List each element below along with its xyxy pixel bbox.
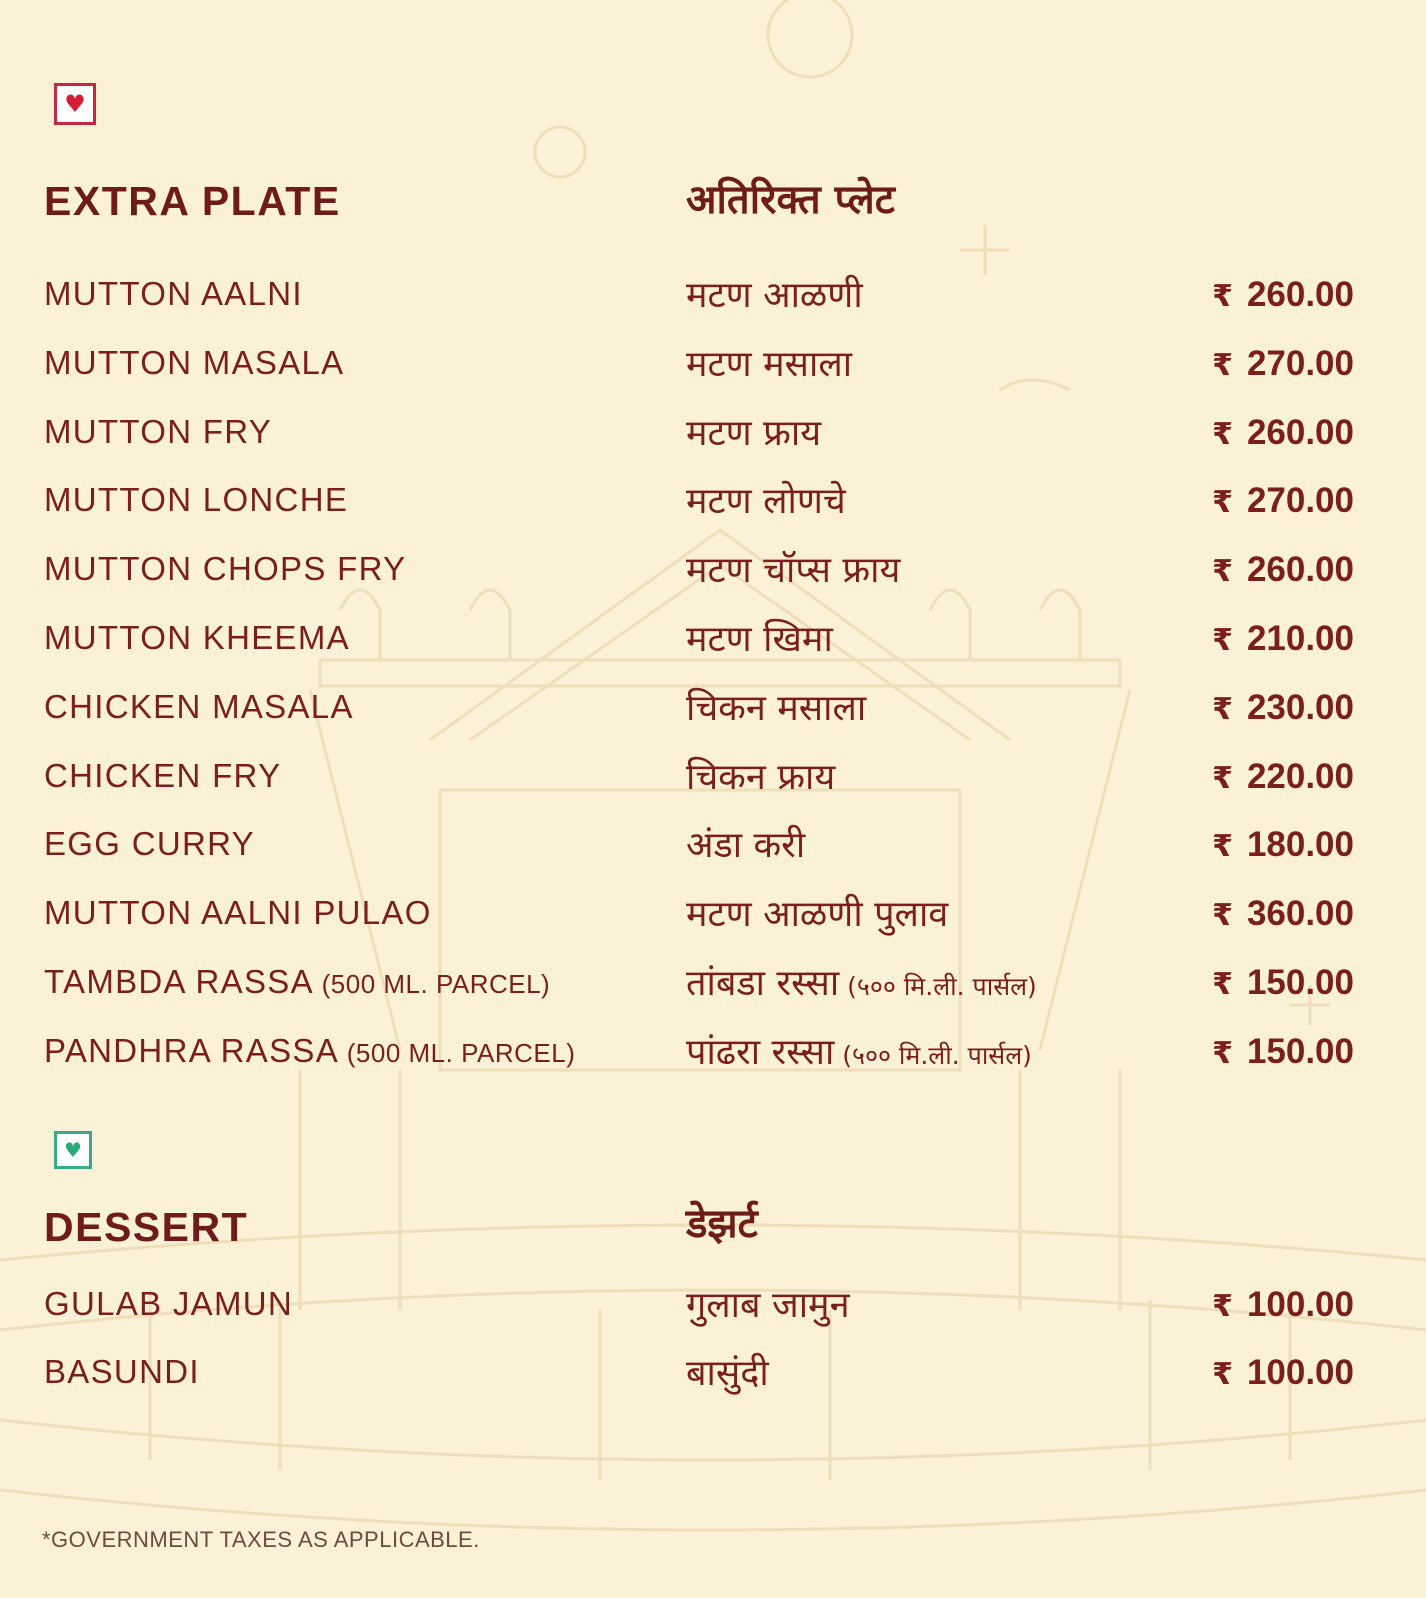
item-note-marathi: (५०० मि.ली. पार्सल) (839, 972, 1037, 1001)
item-price-value: 270.00 (1246, 481, 1354, 521)
item-name-english (44, 1285, 293, 1323)
item-price-value: 100.00 (1246, 1285, 1354, 1324)
item-name-english (44, 1032, 575, 1070)
item-note-marathi: (५०० मि.ली. पार्सल) (834, 1040, 1032, 1070)
menu-item-row (0, 275, 1426, 325)
item-name-english (44, 1353, 200, 1391)
item-name-english (44, 963, 550, 1001)
item-name-english (44, 894, 432, 932)
item-price-value: 360.00 (1246, 894, 1354, 934)
item-price-value: 230.00 (1246, 687, 1354, 727)
menu-item-row (0, 413, 1426, 463)
item-name-marathi (686, 957, 1037, 1006)
item-name-marathi (686, 613, 833, 662)
item-price (1212, 481, 1354, 521)
item-name-marathi (686, 269, 863, 318)
item-name-marathi-text: पांढरा रस्सा (686, 1031, 835, 1073)
item-price (1212, 550, 1354, 590)
item-price (1212, 963, 1354, 1003)
item-name-english-text: MUTTON KHEEMA (44, 619, 350, 656)
heart-icon: ♥ (64, 1138, 82, 1162)
rupee-icon: ₹ (1212, 1357, 1233, 1392)
rupee-icon: ₹ (1212, 623, 1233, 658)
menu-item-row (0, 1285, 1426, 1335)
item-price (1212, 1032, 1354, 1072)
item-name-marathi (686, 475, 846, 524)
item-name-english (44, 825, 255, 863)
item-price-value: 260.00 (1246, 412, 1354, 452)
menu-item-row (0, 757, 1426, 807)
item-name-english-text: EGG CURRY (44, 825, 255, 863)
item-name-english (44, 619, 350, 657)
item-name-english (44, 481, 348, 519)
item-name-marathi-text: चिकन मसाला (686, 687, 867, 729)
item-name-english-text: PANDHRA RASSA (44, 1031, 340, 1069)
item-price (1212, 344, 1354, 384)
item-price (1212, 894, 1354, 934)
item-price-value: 270.00 (1246, 343, 1354, 383)
menu-item-row (0, 688, 1426, 738)
item-name-marathi-text: चिकन फ्राय (686, 756, 836, 798)
item-price (1212, 1285, 1354, 1325)
item-price (1212, 619, 1354, 659)
item-name-english-text: BASUNDI (44, 1353, 200, 1390)
item-price (1212, 757, 1354, 797)
item-price-value: 220.00 (1246, 756, 1354, 796)
item-name-english-text: TAMBDA RASSA (44, 963, 314, 1000)
menu-item-row (0, 619, 1426, 669)
item-name-marathi-text: मटण मसाला (686, 343, 853, 385)
item-price (1212, 688, 1354, 728)
item-name-marathi-text: गुलाब जामुन (686, 1285, 850, 1326)
item-name-english-text: CHICKEN FRY (44, 756, 282, 794)
item-name-marathi (686, 888, 948, 937)
item-name-english-text: MUTTON AALNI (44, 275, 303, 312)
heart-icon: ♥ (64, 90, 86, 118)
menu-item-row (0, 1353, 1426, 1403)
item-name-marathi-text: तांबडा रस्सा (686, 963, 840, 1004)
item-name-english-text: GULAB JAMUN (44, 1285, 294, 1322)
rupee-icon: ₹ (1212, 485, 1233, 521)
menu-item-row (0, 825, 1426, 875)
rupee-icon: ₹ (1212, 898, 1233, 934)
item-price-value: 260.00 (1246, 275, 1354, 314)
rupee-icon: ₹ (1212, 554, 1233, 590)
rupee-icon: ₹ (1212, 1035, 1233, 1071)
item-name-english (44, 413, 272, 451)
item-name-marathi (686, 1026, 1032, 1075)
section-title-dessert: DESSERT (44, 1204, 249, 1250)
nonveg-mark-icon (54, 83, 96, 125)
rupee-icon: ₹ (1212, 347, 1233, 383)
item-price (1212, 1353, 1354, 1393)
item-price-value: 150.00 (1246, 963, 1354, 1002)
item-name-marathi (686, 682, 866, 731)
item-name-marathi-text: अंडा करी (686, 825, 806, 867)
item-price-value: 180.00 (1246, 825, 1354, 865)
rupee-icon: ₹ (1212, 279, 1233, 314)
item-price (1212, 825, 1354, 865)
item-name-marathi-text: मटण फ्राय (686, 412, 822, 454)
item-price (1212, 413, 1354, 453)
item-name-marathi (686, 1279, 850, 1328)
tax-footnote: *GOVERNMENT TAXES AS APPLICABLE. (42, 1527, 480, 1552)
item-name-marathi (686, 338, 852, 387)
item-name-english-text: MUTTON AALNI PULAO (44, 894, 432, 932)
item-name-marathi (686, 544, 900, 593)
item-price-value: 260.00 (1246, 550, 1354, 590)
item-price (1212, 275, 1354, 315)
rupee-icon: ₹ (1212, 829, 1233, 865)
item-name-english (44, 344, 345, 382)
item-name-english-text: CHICKEN MASALA (44, 687, 354, 725)
item-name-marathi-text: मटण लोणचे (686, 481, 846, 523)
section-title-extra-plate: EXTRA PLATE (44, 178, 341, 224)
menu-item-row (0, 1032, 1426, 1082)
item-name-english (44, 757, 281, 795)
item-name-marathi-text: बासुंदी (686, 1353, 769, 1394)
item-name-english-text: MUTTON CHOPS FRY (44, 550, 407, 588)
item-price-value: 150.00 (1246, 1031, 1354, 1071)
menu-item-row (0, 481, 1426, 531)
rupee-icon: ₹ (1212, 1289, 1233, 1324)
item-note-english: (500 ML. PARCEL) (313, 969, 551, 999)
menu-item-row (0, 894, 1426, 944)
item-name-marathi-text: मटण आळणी (686, 275, 863, 316)
item-note-english: (500 ML. PARCEL) (339, 1037, 576, 1068)
item-name-marathi (686, 751, 835, 800)
item-name-marathi (686, 1347, 769, 1396)
item-name-english-text: MUTTON LONCHE (44, 481, 349, 519)
item-name-english-text: MUTTON FRY (44, 412, 273, 450)
item-name-marathi (686, 407, 821, 456)
item-name-marathi-text: मटण आळणी पुलाव (686, 894, 949, 936)
item-price-value: 100.00 (1246, 1353, 1354, 1392)
item-name-english (44, 688, 354, 726)
rupee-icon: ₹ (1212, 691, 1233, 727)
item-name-marathi (686, 819, 805, 868)
menu-item-row (0, 344, 1426, 394)
item-name-marathi-text: मटण चॉप्स फ्राय (686, 550, 901, 592)
veg-mark-icon (54, 1131, 92, 1169)
section-title-dessert-marathi: डेझर्ट (686, 1201, 758, 1247)
item-name-english-text: MUTTON MASALA (44, 343, 345, 381)
item-name-english (44, 275, 303, 313)
rupee-icon: ₹ (1212, 967, 1233, 1002)
section-title-extra-plate-marathi: अतिरिक्त प्लेट (686, 177, 895, 223)
item-name-english (44, 550, 406, 588)
menu-item-row (0, 963, 1426, 1013)
menu-item-row (0, 550, 1426, 600)
rupee-icon: ₹ (1212, 760, 1233, 796)
rupee-icon: ₹ (1212, 416, 1233, 452)
item-price-value: 210.00 (1246, 619, 1354, 658)
item-name-marathi-text: मटण खिमा (686, 619, 833, 660)
